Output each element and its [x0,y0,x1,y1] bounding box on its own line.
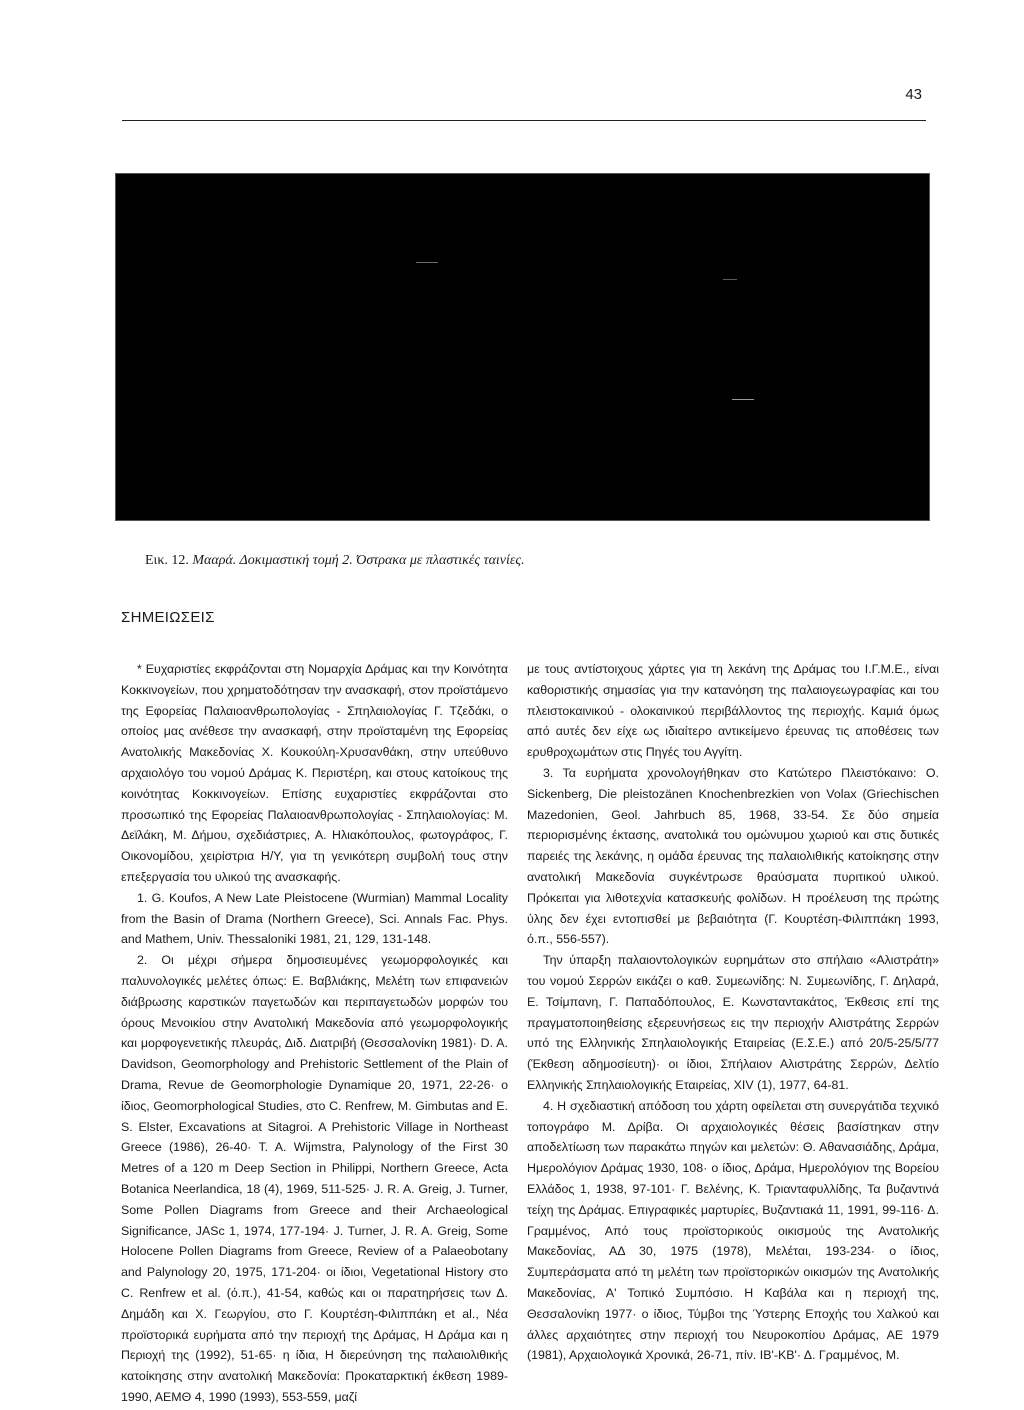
caption-label: Εικ. 12. [145,553,189,568]
header-rule [122,120,926,121]
note-4: 4. Η σχεδιαστική απόδοση του χάρτη οφείλεται στη συνεργάτιδα τεχνικό τοπογράφο Μ. Δρίβα. Οι αρχαιολογικές θέσεις βασίστηκαν στην αποδελτίωση των παρακάτω πηγών και μελετών: Θ. Αθανασιάδης, Δράμα, Ημερολόγιον Δράμας 1930, 108· ο ίδιος, Δράμα, Ημερολόγιον της Βορείου Ελλάδος 1, 1938, 97-101· Γ. Βελένης, Κ. Τριανταφυλλίδης, Τα βυζαντινά τείχη της Δράμας. Επιγραφικές μαρτυρίες, Βυζαντιακά 11, 1991, 99-116· Δ. Γραμμένος, Από τους προϊστορικούς οικισμούς της Ανατολικής Μακεδονίας, ΑΔ 30, 1975 (1978), Μελέται, 193-234· ο ίδιος, Συμπεράσματα από τη μελέτη των προϊστορικών οικισμών της Ανατολικής Μακεδονίας, Α' Τοπικό Συμπόσιο. Η Καβάλα και η περιοχή της, Θεσσαλονίκη 1977· ο ίδιος, Τύμβοι της Ύστερης Εποχής του Χαλκού και άλλες αρχαιότητες στην περιοχή του Νευροκοπίου Δράμας, ΑΕ 1979 (1981), Αρχαιολογικά Χρονικά, 26-71, πίν. ΙΒ'-ΚΒ'· Δ. Γραμμένος, Μ. [527,1098,939,1363]
figure-photo [115,173,930,521]
caption-text: Μααρά. Δοκιμαστική τομή 2. Όστρακα με πλαστικές ταινίες. [192,553,525,568]
note-3-paragraph: Την ύπαρξη παλαιοντολογικών ευρημάτων στο σπήλαιο «Αλιστράτη» του νομού Σερρών εικάζει ο καθ. Συμεωνίδης: Ν. Συμεωνίδης, Γ. Δηλαρά, Ε. Τσίμπανη, Γ. Παπαδόπουλος, Ε. Κωνσταντακάτος, Έκθεσις επί της πραγματοποιηθείσης εξερευνήσεως εις την περιοχήν Αλιστράτης Σερρών υπό της Ελληνικής Σπηλαιολογικής Εταιρείας (Ε.Σ.Ε.) από 20/5-25/5/77 (Έκθεση αδημοσίευτη)· οι ίδιοι, Σπήλαιον Αλιστράτης Σερρών, Δελτίο Ελληνικής Σπηλαιολογικής Εταιρείας, XIV (1), 1977, 64-81. [527,953,939,1092]
page-number: 43 [905,86,922,103]
note-acknowledgements: * Ευχαριστίες εκφράζονται στη Νομαρχία Δράμας και την Κοινότητα Κοκκινογείων, που χρηματοδότησαν την ανασκαφή, στον προϊστάμενο της Εφορείας Παλαιοανθρωπολογίας - Σπηλαιολογίας Γ. Τζεδάκι, ο οποίος μας ανέθεσε την ανασκαφή, στην προϊσταμένη της Εφορείας Ανατολικής Μακεδονίας Χ. Κουκούλη-Χρυσανθάκη, στην υπεύθυνο αρχαιολόγο του νομού Δράμας Κ. Περιστέρη, και στους κατοίκους της κοινότητας Κοκκινογείων. Επίσης ευχαριστίες εκφράζονται στο προσωπικό της Εφορείας Παλαιοανθρωπολογίας - Σπηλαιολογίας: Μ. Δεϊλάκη, Μ. Δήμου, σχεδιάστριες, Α. Ηλιακόπουλος, φωτογράφος, Γ. Οικονομίδου, χειρίστρια Η/Υ, για τη γενικότερη συμβολή τους στην επεξεργασία του υλικού της ανασκαφής. [121,662,508,884]
notes-right-column [527,659,939,1366]
notes-left-column [121,659,508,1408]
note-2: 2. Οι μέχρι σήμερα δημοσιευμένες γεωμορφολογικές και παλυνολογικές μελέτες όπως: Ε. Βαβλιάκης, Μελέτη των επιφανειών διάβρωσης καρστικών παγετωδών και περιπαγετωδών μορφών του όρους Μενοικίου στην Ανατολική Μακεδονία από γεωμορφολογικής και μορφογενετικής πλευράς, Διδ. Διατριβή (Θεσσαλονίκη 1981)· D. A. Davidson, Geomorphology and Prehistoric Settlement of the Plain of Drama, Revue de Geomorphologie Dynamique 20, 1971, 22-26· ο ίδιος, Geomorphological Studies, στο C. Renfrew, M. Gimbutas and E. S. Elster, Excavations at Sitagroi. A Prehistoric Village in Northeast Greece (1986), 26-40· T. A. Wijmstra, Palynology of the First 30 Metres of a 120 m Deep Section in Philippi, Northern Greece, Acta Botanica Neerlandica, 18 (4), 1969, 511-525· J. R. A. Greig, J. Turner, Some Pollen Diagrams from Greece and their Archaeological Significance, JASc 1, 1974, 177-194· J. Turner, J. R. A. Greig, Some Holocene Pollen Diagrams from Greece, Review of a Palaeobotany and Palynology 20, 1975, 171-204· οι ίδιοι, Vegetational History στο C. Renfrew et al. (ό.π.), 41-54, καθώς και οι παρατηρήσεις των Δ. Δημάδη και Χ. Γεωργίου, στο Γ. Κουρτέση-Φιλιππάκη et al., Νέα προϊστορικά ευρήματα από την περιοχή της Δράμας, Η Δράμα και η Περιοχή της (1992), 51-65· η ίδια, Η διερεύνηση της παλαιολιθικής κατοίκησης στην ανατολική Μακεδονία: Προκαταρκτική έκθεση 1989-1990, ΑΕΜΘ 4, 1990 (1993), 553-559, μαζί [121,953,508,1404]
figure-caption [145,553,525,569]
note-1: 1. G. Koufos, A New Late Pleistocene (Wurmian) Mammal Locality from the Basin of Drama (Northern Greece), Sci. Annals Fac. Phys. and Mathem, Univ. Thessaloniki 1981, 21, 129, 131-148. [121,890,508,947]
notes-heading: ΣΗΜΕΙΩΣΕΙΣ [121,609,215,626]
note-2-continued: με τους αντίστοιχους χάρτες για τη λεκάνη της Δράμας του Ι.Γ.Μ.Ε., είναι καθοριστικής σημασίας για την κατανόηση της παλαιογεωγραφίας και του πλειστοκαινικού - ολοκαινικού περιβάλλοντος της περιοχής. Καμιά όμως από αυτές δεν είχε ως ιδιαίτερο αντικείμενο έρευνας τις αποθέσεις των ερυθροχωμάτων στις Πηγές του Αγγίτη. [527,662,939,760]
note-3: 3. Τα ευρήματα χρονολογήθηκαν στο Κατώτερο Πλειστόκαινο: O. Sickenberg, Die pleistozänen Knochenbrezkien von Volax (Griechischen Mazedonien, Geol. Jahrbuch 85, 1968, 33-54. Σε δύο σημεία περιορισμένης έκτασης, ανατολικά του ομώνυμου χωριού και στις δυτικές παρειές της λεκάνης, η ομάδα έρευνας της παλαιολιθικής κατοίκησης στην ανατολική Μακεδονία συγκέντρωσε θραύσματα πυριτικού υλικού. Πρόκειται για λιθοτεχνία κατασκευής φολίδων. Η προέλευση της πρώτης ύλης δεν έχει εντοπισθεί με βεβαιότητα (Γ. Κουρτέση-Φιλιππάκη 1993, ό.π., 556-557). [527,765,939,947]
